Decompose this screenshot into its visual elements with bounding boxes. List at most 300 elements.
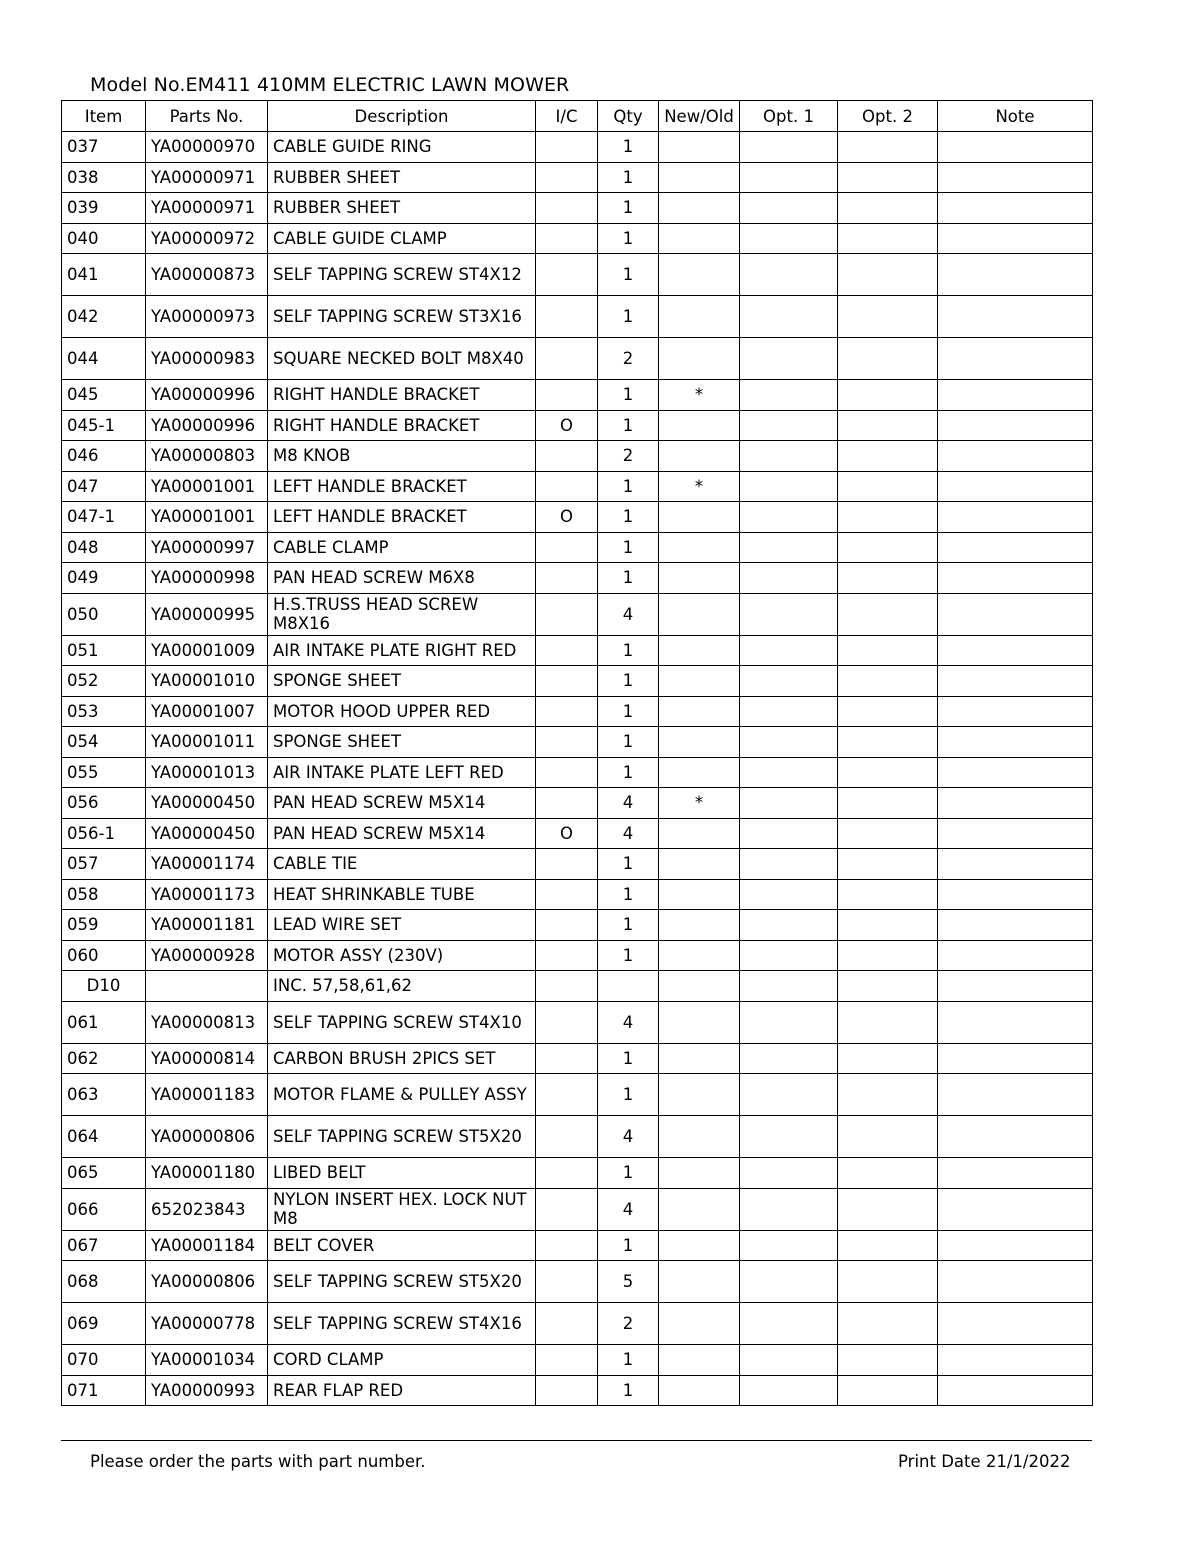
- cell-note: [938, 818, 1093, 849]
- cell-item: 057: [62, 849, 146, 880]
- cell-part-number: YA00000806: [146, 1261, 268, 1303]
- cell-opt-1: [740, 132, 838, 163]
- cell-opt-1: [740, 940, 838, 971]
- cell-opt-2: [838, 635, 938, 666]
- cell-item: 060: [62, 940, 146, 971]
- footer-note: Please order the parts with part number.: [90, 1452, 426, 1471]
- table-row: [62, 1230, 1093, 1261]
- cell-opt-1: [740, 254, 838, 296]
- table-row: [62, 296, 1093, 338]
- cell-description: SELF TAPPING SCREW ST4X12: [268, 254, 536, 296]
- cell-qty: 4: [598, 1188, 659, 1230]
- cell-note: [938, 1116, 1093, 1158]
- cell-item: D10: [62, 971, 146, 1002]
- cell-note: [938, 410, 1093, 441]
- cell-description: AIR INTAKE PLATE RIGHT RED: [268, 635, 536, 666]
- cell-ic: [536, 879, 598, 910]
- cell-qty: 1: [598, 1375, 659, 1406]
- cell-new-old: [659, 223, 740, 254]
- table-row: [62, 380, 1093, 411]
- cell-ic: [536, 593, 598, 635]
- cell-ic: [536, 849, 598, 880]
- cell-opt-1: [740, 502, 838, 533]
- cell-description: LEAD WIRE SET: [268, 910, 536, 941]
- cell-qty: 1: [598, 563, 659, 594]
- cell-ic: [536, 338, 598, 380]
- cell-new-old: [659, 1188, 740, 1230]
- cell-ic: [536, 635, 598, 666]
- cell-part-number: YA00001034: [146, 1345, 268, 1376]
- print-date: Print Date 21/1/2022: [898, 1452, 1071, 1471]
- cell-description: SPONGE SHEET: [268, 727, 536, 758]
- cell-note: [938, 1188, 1093, 1230]
- cell-new-old: [659, 441, 740, 472]
- cell-part-number: YA00000450: [146, 818, 268, 849]
- cell-description: SELF TAPPING SCREW ST4X10: [268, 1001, 536, 1043]
- cell-qty: 2: [598, 441, 659, 472]
- cell-opt-2: [838, 1230, 938, 1261]
- cell-new-old: [659, 849, 740, 880]
- cell-opt-1: [740, 757, 838, 788]
- table-row: [62, 471, 1093, 502]
- cell-qty: 1: [598, 132, 659, 163]
- cell-item: 038: [62, 162, 146, 193]
- cell-new-old: [659, 1375, 740, 1406]
- cell-opt-1: [740, 223, 838, 254]
- cell-note: [938, 727, 1093, 758]
- cell-description: MOTOR HOOD UPPER RED: [268, 696, 536, 727]
- cell-part-number: YA00000995: [146, 593, 268, 635]
- cell-note: [938, 1303, 1093, 1345]
- table-row: [62, 1375, 1093, 1406]
- cell-opt-1: [740, 296, 838, 338]
- cell-ic: [536, 910, 598, 941]
- table-row: [62, 788, 1093, 819]
- cell-part-number: YA00000996: [146, 410, 268, 441]
- cell-ic: O: [536, 502, 598, 533]
- cell-new-old: *: [659, 380, 740, 411]
- cell-opt-2: [838, 1074, 938, 1116]
- cell-ic: [536, 1188, 598, 1230]
- cell-new-old: [659, 818, 740, 849]
- cell-opt-1: [740, 162, 838, 193]
- cell-description: HEAT SHRINKABLE TUBE: [268, 879, 536, 910]
- cell-opt-1: [740, 1158, 838, 1189]
- cell-qty: 1: [598, 471, 659, 502]
- cell-note: [938, 502, 1093, 533]
- cell-opt-2: [838, 162, 938, 193]
- cell-part-number: YA00000873: [146, 254, 268, 296]
- cell-description: RIGHT HANDLE BRACKET: [268, 380, 536, 411]
- cell-qty: 1: [598, 696, 659, 727]
- cell-description: LEFT HANDLE BRACKET: [268, 502, 536, 533]
- cell-description: BELT COVER: [268, 1230, 536, 1261]
- header-parts-no: Parts No.: [146, 101, 268, 132]
- cell-opt-2: [838, 1001, 938, 1043]
- cell-opt-1: [740, 666, 838, 697]
- cell-description: LEFT HANDLE BRACKET: [268, 471, 536, 502]
- cell-part-number: YA00000972: [146, 223, 268, 254]
- cell-new-old: [659, 727, 740, 758]
- table-row: [62, 879, 1093, 910]
- cell-description: MOTOR FLAME & PULLEY ASSY: [268, 1074, 536, 1116]
- cell-note: [938, 757, 1093, 788]
- cell-item: 056-1: [62, 818, 146, 849]
- cell-ic: [536, 1230, 598, 1261]
- cell-opt-2: [838, 254, 938, 296]
- cell-item: 070: [62, 1345, 146, 1376]
- cell-qty: 1: [598, 162, 659, 193]
- table-row: [62, 162, 1093, 193]
- cell-part-number: 652023843: [146, 1188, 268, 1230]
- cell-qty: 1: [598, 502, 659, 533]
- table-row: [62, 1001, 1093, 1043]
- cell-item: 054: [62, 727, 146, 758]
- cell-note: [938, 910, 1093, 941]
- cell-part-number: YA00001183: [146, 1074, 268, 1116]
- cell-note: [938, 593, 1093, 635]
- cell-item: 053: [62, 696, 146, 727]
- cell-opt-2: [838, 1303, 938, 1345]
- header-qty: Qty: [598, 101, 659, 132]
- cell-item: 048: [62, 532, 146, 563]
- cell-note: [938, 1261, 1093, 1303]
- cell-opt-1: [740, 1375, 838, 1406]
- cell-note: [938, 788, 1093, 819]
- cell-new-old: [659, 1074, 740, 1116]
- cell-opt-2: [838, 940, 938, 971]
- cell-description: SELF TAPPING SCREW ST3X16: [268, 296, 536, 338]
- cell-item: 040: [62, 223, 146, 254]
- cell-qty: 1: [598, 940, 659, 971]
- cell-part-number: YA00001011: [146, 727, 268, 758]
- cell-opt-1: [740, 1261, 838, 1303]
- cell-description: CARBON BRUSH 2PICS SET: [268, 1043, 536, 1074]
- cell-ic: [536, 471, 598, 502]
- header-row: [62, 101, 1093, 132]
- cell-ic: [536, 727, 598, 758]
- table-row: [62, 1074, 1093, 1116]
- cell-opt-2: [838, 879, 938, 910]
- cell-part-number: YA00000806: [146, 1116, 268, 1158]
- cell-item: 066: [62, 1188, 146, 1230]
- cell-ic: [536, 132, 598, 163]
- table-row: [62, 910, 1093, 941]
- table-row: [62, 757, 1093, 788]
- cell-note: [938, 879, 1093, 910]
- cell-opt-2: [838, 193, 938, 224]
- cell-description: SELF TAPPING SCREW ST5X20: [268, 1261, 536, 1303]
- cell-item: 063: [62, 1074, 146, 1116]
- cell-qty: 1: [598, 223, 659, 254]
- cell-note: [938, 338, 1093, 380]
- cell-qty: 1: [598, 1043, 659, 1074]
- table-row: [62, 1261, 1093, 1303]
- cell-opt-2: [838, 696, 938, 727]
- cell-ic: [536, 441, 598, 472]
- cell-opt-2: [838, 471, 938, 502]
- cell-part-number: YA00000778: [146, 1303, 268, 1345]
- cell-opt-2: [838, 1043, 938, 1074]
- cell-ic: [536, 940, 598, 971]
- cell-note: [938, 380, 1093, 411]
- cell-new-old: [659, 696, 740, 727]
- table-row: [62, 971, 1093, 1002]
- cell-note: [938, 1074, 1093, 1116]
- cell-opt-2: [838, 1375, 938, 1406]
- cell-opt-2: [838, 380, 938, 411]
- cell-description: SELF TAPPING SCREW ST4X16: [268, 1303, 536, 1345]
- cell-opt-2: [838, 788, 938, 819]
- cell-new-old: [659, 1043, 740, 1074]
- table-row: [62, 254, 1093, 296]
- cell-part-number: YA00001180: [146, 1158, 268, 1189]
- cell-description: PAN HEAD SCREW M6X8: [268, 563, 536, 594]
- cell-opt-1: [740, 1303, 838, 1345]
- cell-item: 050: [62, 593, 146, 635]
- cell-ic: [536, 788, 598, 819]
- cell-new-old: [659, 879, 740, 910]
- cell-opt-1: [740, 193, 838, 224]
- table-row: [62, 502, 1093, 533]
- cell-new-old: [659, 532, 740, 563]
- cell-opt-1: [740, 971, 838, 1002]
- cell-item: 065: [62, 1158, 146, 1189]
- cell-note: [938, 471, 1093, 502]
- cell-part-number: YA00000971: [146, 162, 268, 193]
- cell-item: 059: [62, 910, 146, 941]
- cell-new-old: *: [659, 471, 740, 502]
- cell-qty: 1: [598, 666, 659, 697]
- cell-note: [938, 940, 1093, 971]
- cell-qty: 1: [598, 380, 659, 411]
- cell-opt-1: [740, 635, 838, 666]
- cell-new-old: [659, 193, 740, 224]
- cell-description: SQUARE NECKED BOLT M8X40: [268, 338, 536, 380]
- cell-description: PAN HEAD SCREW M5X14: [268, 818, 536, 849]
- cell-note: [938, 849, 1093, 880]
- cell-opt-1: [740, 338, 838, 380]
- table-row: [62, 410, 1093, 441]
- cell-qty: 1: [598, 1158, 659, 1189]
- cell-description: M8 KNOB: [268, 441, 536, 472]
- cell-note: [938, 254, 1093, 296]
- cell-ic: O: [536, 410, 598, 441]
- cell-opt-2: [838, 296, 938, 338]
- cell-item: 071: [62, 1375, 146, 1406]
- cell-note: [938, 1345, 1093, 1376]
- table-row: [62, 532, 1093, 563]
- cell-qty: 1: [598, 193, 659, 224]
- cell-new-old: [659, 502, 740, 533]
- cell-ic: [536, 162, 598, 193]
- cell-qty: 1: [598, 910, 659, 941]
- header-opt-2: Opt. 2: [838, 101, 938, 132]
- cell-part-number: YA00001174: [146, 849, 268, 880]
- cell-opt-2: [838, 563, 938, 594]
- cell-qty: 4: [598, 818, 659, 849]
- cell-note: [938, 1001, 1093, 1043]
- cell-opt-2: [838, 441, 938, 472]
- cell-new-old: [659, 338, 740, 380]
- cell-qty: 1: [598, 296, 659, 338]
- cell-qty: 4: [598, 1001, 659, 1043]
- table-row: [62, 1188, 1093, 1230]
- cell-part-number: YA00000973: [146, 296, 268, 338]
- cell-ic: [536, 971, 598, 1002]
- cell-ic: [536, 1375, 598, 1406]
- cell-description: AIR INTAKE PLATE LEFT RED: [268, 757, 536, 788]
- cell-item: 068: [62, 1261, 146, 1303]
- footer-divider: [61, 1440, 1092, 1441]
- cell-opt-2: [838, 502, 938, 533]
- cell-description: CABLE TIE: [268, 849, 536, 880]
- cell-new-old: [659, 1230, 740, 1261]
- cell-opt-2: [838, 1261, 938, 1303]
- cell-note: [938, 1158, 1093, 1189]
- cell-description: CORD CLAMP: [268, 1345, 536, 1376]
- cell-item: 042: [62, 296, 146, 338]
- cell-opt-2: [838, 132, 938, 163]
- table-row: [62, 849, 1093, 880]
- cell-opt-2: [838, 727, 938, 758]
- cell-part-number: YA00000450: [146, 788, 268, 819]
- table-row: [62, 193, 1093, 224]
- cell-qty: 1: [598, 1230, 659, 1261]
- cell-opt-1: [740, 818, 838, 849]
- cell-note: [938, 635, 1093, 666]
- cell-opt-1: [740, 532, 838, 563]
- table-row: [62, 696, 1093, 727]
- cell-part-number: YA00000814: [146, 1043, 268, 1074]
- cell-opt-2: [838, 757, 938, 788]
- cell-qty: 1: [598, 410, 659, 441]
- cell-opt-1: [740, 788, 838, 819]
- cell-new-old: [659, 132, 740, 163]
- cell-qty: 1: [598, 254, 659, 296]
- cell-opt-1: [740, 727, 838, 758]
- cell-item: 069: [62, 1303, 146, 1345]
- cell-item: 039: [62, 193, 146, 224]
- cell-new-old: [659, 1303, 740, 1345]
- table-row: [62, 338, 1093, 380]
- table-row: [62, 1303, 1093, 1345]
- table-row: [62, 818, 1093, 849]
- cell-qty: [598, 971, 659, 1002]
- cell-opt-1: [740, 593, 838, 635]
- cell-description: CABLE GUIDE CLAMP: [268, 223, 536, 254]
- cell-new-old: [659, 635, 740, 666]
- cell-qty: 1: [598, 532, 659, 563]
- cell-ic: [536, 757, 598, 788]
- page-title: Model No.EM411 410MM ELECTRIC LAWN MOWER: [90, 74, 570, 96]
- cell-part-number: YA00001007: [146, 696, 268, 727]
- cell-description: SPONGE SHEET: [268, 666, 536, 697]
- table-row: [62, 563, 1093, 594]
- cell-item: 058: [62, 879, 146, 910]
- cell-item: 061: [62, 1001, 146, 1043]
- cell-new-old: [659, 940, 740, 971]
- cell-item: 041: [62, 254, 146, 296]
- cell-part-number: YA00001173: [146, 879, 268, 910]
- cell-new-old: [659, 162, 740, 193]
- cell-opt-2: [838, 1188, 938, 1230]
- parts-table-body: [62, 132, 1093, 1406]
- cell-note: [938, 563, 1093, 594]
- cell-item: 055: [62, 757, 146, 788]
- cell-description: MOTOR ASSY (230V): [268, 940, 536, 971]
- cell-description: SELF TAPPING SCREW ST5X20: [268, 1116, 536, 1158]
- cell-part-number: YA00000998: [146, 563, 268, 594]
- cell-opt-1: [740, 1001, 838, 1043]
- table-row: [62, 940, 1093, 971]
- cell-qty: 1: [598, 635, 659, 666]
- cell-opt-2: [838, 223, 938, 254]
- cell-opt-1: [740, 696, 838, 727]
- cell-note: [938, 666, 1093, 697]
- table-row: [62, 1158, 1093, 1189]
- cell-item: 062: [62, 1043, 146, 1074]
- cell-part-number: [146, 971, 268, 1002]
- cell-opt-1: [740, 1043, 838, 1074]
- cell-new-old: [659, 1261, 740, 1303]
- parts-table: [61, 100, 1093, 1406]
- cell-new-old: [659, 563, 740, 594]
- table-row: [62, 593, 1093, 635]
- cell-new-old: [659, 254, 740, 296]
- cell-item: 064: [62, 1116, 146, 1158]
- cell-new-old: [659, 757, 740, 788]
- cell-ic: [536, 1001, 598, 1043]
- cell-opt-1: [740, 1188, 838, 1230]
- cell-part-number: YA00001184: [146, 1230, 268, 1261]
- cell-part-number: YA00000928: [146, 940, 268, 971]
- cell-new-old: [659, 1116, 740, 1158]
- cell-ic: [536, 1303, 598, 1345]
- cell-note: [938, 441, 1093, 472]
- cell-opt-1: [740, 1230, 838, 1261]
- cell-ic: [536, 223, 598, 254]
- cell-opt-2: [838, 666, 938, 697]
- cell-ic: [536, 1345, 598, 1376]
- table-row: [62, 666, 1093, 697]
- cell-new-old: [659, 1001, 740, 1043]
- cell-opt-2: [838, 971, 938, 1002]
- cell-ic: O: [536, 818, 598, 849]
- cell-qty: 4: [598, 1116, 659, 1158]
- cell-part-number: YA00000971: [146, 193, 268, 224]
- cell-description: CABLE CLAMP: [268, 532, 536, 563]
- cell-description: REAR FLAP RED: [268, 1375, 536, 1406]
- cell-part-number: YA00000997: [146, 532, 268, 563]
- cell-qty: 2: [598, 338, 659, 380]
- cell-description: RUBBER SHEET: [268, 193, 536, 224]
- cell-note: [938, 1043, 1093, 1074]
- cell-note: [938, 532, 1093, 563]
- cell-ic: [536, 296, 598, 338]
- cell-description: PAN HEAD SCREW M5X14: [268, 788, 536, 819]
- cell-part-number: YA00000803: [146, 441, 268, 472]
- header-note: Note: [938, 101, 1093, 132]
- table-row: [62, 1345, 1093, 1376]
- cell-opt-1: [740, 410, 838, 441]
- table-row: [62, 223, 1093, 254]
- cell-opt-2: [838, 532, 938, 563]
- cell-item: 056: [62, 788, 146, 819]
- cell-description: INC. 57,58,61,62: [268, 971, 536, 1002]
- cell-qty: 1: [598, 1074, 659, 1116]
- table-row: [62, 1043, 1093, 1074]
